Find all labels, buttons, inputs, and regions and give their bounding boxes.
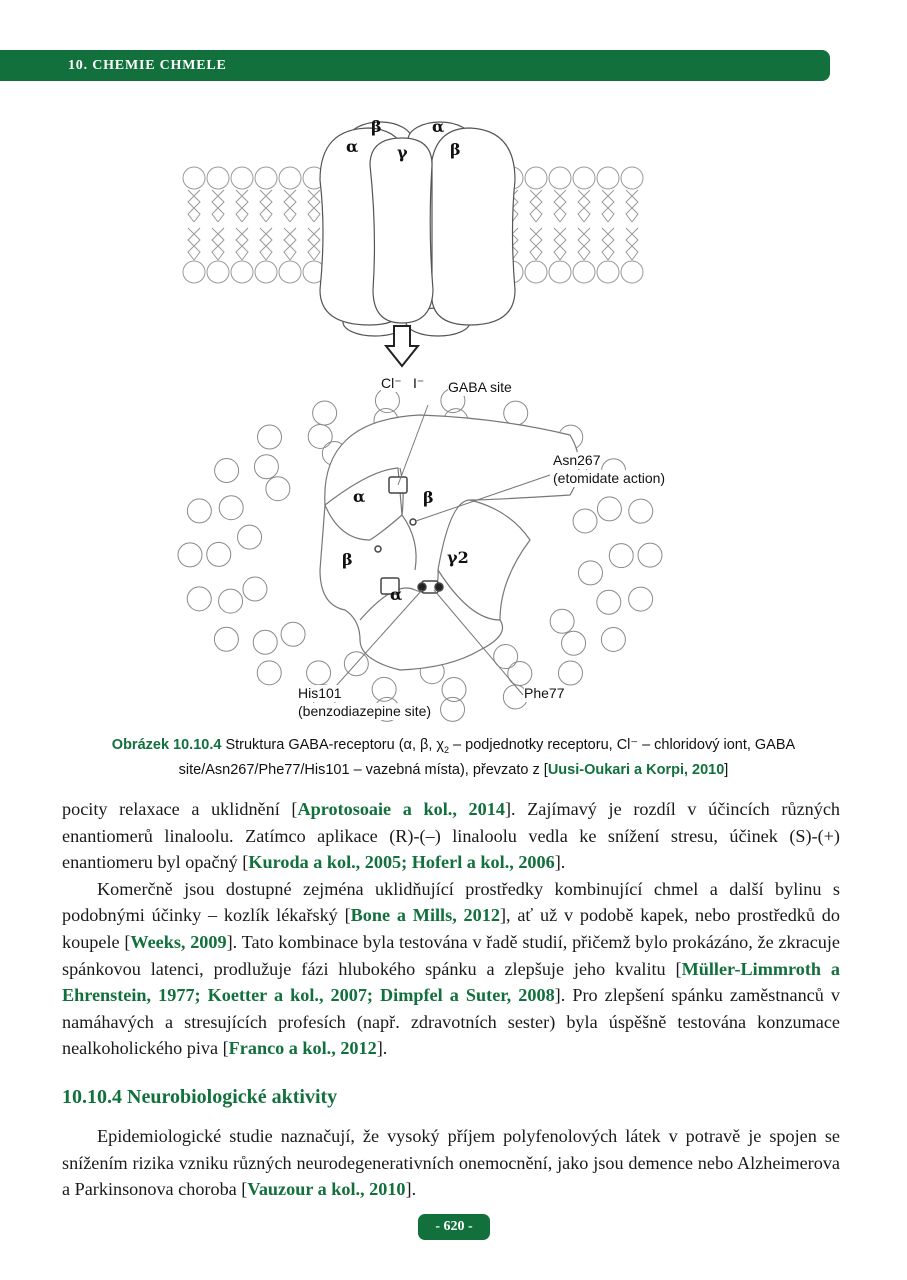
asn267-label: Asn267 <box>553 452 601 468</box>
paragraph-commercial-products <box>62 876 840 1062</box>
lipid-head <box>279 167 301 189</box>
label-top-gamma: γ <box>397 143 408 162</box>
paragraph-text: ]. <box>405 1179 417 1200</box>
chapter-header-bar <box>0 50 830 81</box>
lipid-head <box>549 167 571 189</box>
receptor-subunits-outline <box>320 415 579 670</box>
label-top-alpha-back: α <box>432 117 445 136</box>
paragraph-text: Epidemiologické studie naznačují, že vysoký příjem polyfenolových látek v potravě je spojen se snížením rizika vzniku různých neurodegenerativních onemocnění, jako jsou demence nebo Alzheimerova a Parkinsonova choroba [ <box>62 1126 840 1200</box>
lipid-head <box>621 261 643 283</box>
membrane-lipid <box>597 497 621 521</box>
label-cs-alpha-bottom: α <box>390 585 403 604</box>
iodide-ion-label: I⁻ <box>413 375 425 391</box>
membrane-lipid <box>215 459 239 483</box>
membrane-lipid <box>307 661 331 685</box>
lipid-head <box>621 167 643 189</box>
label-cs-alpha-top: α <box>353 487 366 506</box>
label-top-alpha: α <box>346 137 359 156</box>
figure-caption <box>62 735 845 780</box>
caption-subscript: 2 <box>444 744 450 755</box>
caption-text-2: – podjednotky receptoru, Cl⁻ – chloridový iont, GABA site/Asn267/Phe77/His101 – vazebná místa), převzato z [ <box>178 737 796 778</box>
lipid-head <box>525 167 547 189</box>
membrane-lipid <box>558 661 582 685</box>
paragraph-text: ]. <box>376 1038 388 1059</box>
membrane-lipid <box>281 622 305 646</box>
label-top-beta-back: β <box>371 117 382 136</box>
chloride-ion-label: Cl⁻ <box>381 375 402 391</box>
lipid-head <box>207 261 229 283</box>
lipid-tail <box>284 190 296 260</box>
membrane-lipid <box>266 477 290 501</box>
citation-link[interactable]: Müller-Limmroth a Ehrenstein, 1977; Koetter a kol., 2007; Dimpfel a Suter, 2008 <box>62 958 840 1006</box>
membrane-lipid <box>219 589 243 613</box>
citation-link[interactable]: Weeks, 2009 <box>130 931 227 952</box>
lipid-head <box>279 261 301 283</box>
citation-link[interactable]: Bone a Mills, 2012 <box>350 905 500 926</box>
lipid-tail <box>212 190 224 260</box>
lipid-head <box>573 167 595 189</box>
lipid-head <box>255 167 277 189</box>
membrane-lipid <box>219 496 243 520</box>
benzodiazepine-site-label: (benzodiazepine site) <box>298 703 432 719</box>
lipid-head <box>231 261 253 283</box>
label-top-beta: β <box>450 140 461 159</box>
lipid-tail <box>530 190 542 260</box>
lipid-head <box>573 261 595 283</box>
label-cs-beta-left: β <box>342 550 353 569</box>
lipid-tail <box>308 190 320 260</box>
lipid-head <box>549 261 571 283</box>
caption-text-1: Struktura GABA-receptoru (α, β, χ <box>221 737 445 753</box>
membrane-lipid <box>573 509 597 533</box>
body-paragraphs <box>62 796 840 1062</box>
membrane-lipid <box>258 425 282 449</box>
citation-link[interactable]: Franco a kol., 2012 <box>228 1038 377 1059</box>
membrane-lipid <box>629 587 653 611</box>
lipid-head <box>525 261 547 283</box>
membrane-lipid <box>187 499 211 523</box>
lipid-tail <box>188 190 200 260</box>
paragraph-neurobiology <box>62 1123 840 1203</box>
paragraph-text: ]. Pro zlepšení spánku zaměstnanců v namáhavých a stresujících profesích (např. zdravotních sester) byla úspěšně testována konzumace nealkoholického piva [ <box>62 985 840 1059</box>
lipid-head <box>597 261 619 283</box>
membrane-lipid <box>313 401 337 425</box>
membrane-lipid <box>178 543 202 567</box>
section-heading: 10.10.4 Neurobiologické aktivity <box>62 1086 338 1108</box>
citation-link[interactable]: Vauzour a kol., 2010 <box>247 1179 406 1200</box>
lipid-tail <box>260 190 272 260</box>
membrane-lipid <box>550 609 574 633</box>
gaba-site-label: GABA site <box>448 379 512 395</box>
lipid-head <box>231 167 253 189</box>
phe77-label: Phe77 <box>524 685 565 701</box>
gaba-receptor-figure <box>170 100 710 730</box>
membrane-lipid <box>257 661 281 685</box>
membrane-lipid <box>609 544 633 568</box>
chapter-title: 10. CHEMIE CHMELE <box>68 58 227 73</box>
paragraph-text: ]. Tato kombinace byla testována v řadě studií, přičemž bylo prokázáno, že zkracuje spánkovou latenci, prodlužuje fázi hlubokého spánku a zlepšuje jeho kvalitu [ <box>62 931 840 979</box>
lipid-tail <box>554 190 566 260</box>
paragraph-text: ], ať už v podobě kapek, nebo prostředků do koupele [ <box>62 905 840 952</box>
lipid-tail <box>236 190 248 260</box>
membrane-lipid <box>207 542 231 566</box>
paragraph-relaxation <box>62 796 840 876</box>
his101-label: His101 <box>298 685 342 701</box>
caption-citation[interactable]: Uusi-Oukari a Korpi, 2010 <box>547 761 725 778</box>
membrane-lipid <box>187 587 211 611</box>
membrane-lipid <box>578 561 602 585</box>
lipid-head <box>183 167 205 189</box>
gaba-receptor-diagram <box>170 100 710 730</box>
label-cs-beta-top: β <box>423 488 434 507</box>
etomidate-label: (etomidate action) <box>553 470 666 486</box>
figure-number: Obrázek 10.10.4 <box>111 737 222 753</box>
lipid-head <box>207 167 229 189</box>
membrane-lipid <box>597 590 621 614</box>
lipid-head <box>183 261 205 283</box>
lipid-head <box>255 261 277 283</box>
membrane-lipid <box>243 577 267 601</box>
lipid-tail <box>578 190 590 260</box>
caption-end: ] <box>724 761 729 778</box>
paragraph-text: ]. <box>554 852 566 873</box>
page-number: - 620 - <box>418 1214 490 1240</box>
membrane-lipid <box>504 401 528 425</box>
membrane-lipid <box>629 499 653 523</box>
membrane-lipid <box>562 631 586 655</box>
paragraph-text: ]. Zajímavý je rozdíl v účincích různých enantiomerů linaloolu. Zatímco aplikace (R)-(–) linaloolu vedla ke snížení stresu, účinek (S)-(+) enantiomeru byl opačný [ <box>62 799 841 873</box>
membrane-lipid <box>238 525 262 549</box>
citation-link[interactable]: Kuroda a kol., 2005; Hoferl a kol., 2006 <box>248 852 555 873</box>
lipid-tail <box>602 190 614 260</box>
membrane-lipid <box>308 424 332 448</box>
paragraph-text: pocity relaxace a uklidnění [ <box>62 799 298 819</box>
membrane-lipid <box>214 627 238 651</box>
membrane-lipid <box>253 630 277 654</box>
membrane-lipid <box>254 455 278 479</box>
paragraph-text: Komerčně jsou dostupné zejména uklidňující prostředky kombinující chmel a další bylinu s podobnými účinky – kozlík lékařský [ <box>62 878 840 926</box>
membrane-lipid <box>601 627 625 651</box>
citation-link[interactable]: Aprotosoaie a kol., 2014 <box>297 799 505 819</box>
membrane-lipid <box>638 543 662 567</box>
label-cs-gamma2: γ2 <box>447 548 469 567</box>
lipid-head <box>597 167 619 189</box>
section-body <box>62 1123 840 1203</box>
lipid-tail <box>626 190 638 260</box>
